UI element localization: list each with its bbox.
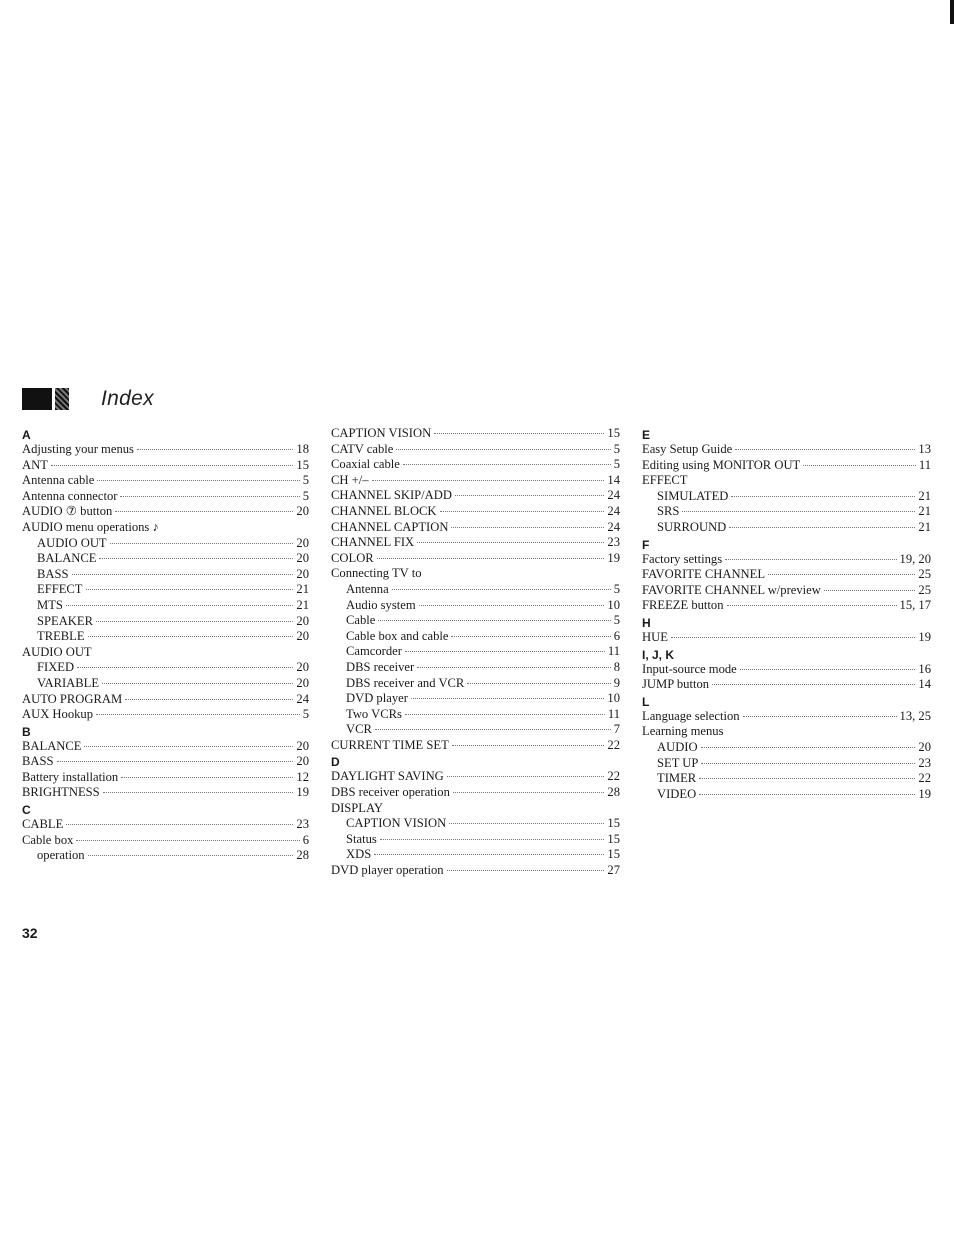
index-entry [22, 707, 309, 723]
dot-leader [729, 527, 915, 528]
index-entry [22, 614, 309, 630]
index-entry [22, 629, 309, 645]
section-heading: E [642, 428, 651, 442]
dot-leader [447, 870, 605, 871]
entry-page: 8 [613, 659, 620, 674]
dot-leader [88, 636, 294, 637]
entry-label: Coaxial cable [331, 457, 400, 472]
entry-label: CHANNEL FIX [331, 535, 415, 550]
entry-page: 19 [918, 786, 931, 801]
entry-page: 13, 25 [899, 708, 931, 723]
index-entry [642, 724, 931, 740]
dot-leader [88, 855, 294, 856]
entry-page: 19 [918, 629, 931, 644]
entry-label: DBS receiver and VCR [346, 675, 465, 690]
entry-page: 11 [607, 644, 620, 659]
dot-leader [99, 558, 293, 559]
dot-leader [66, 824, 293, 825]
index-entry [331, 582, 620, 598]
entry-label: XDS [346, 847, 372, 862]
index-entry [642, 567, 931, 583]
dot-leader [96, 714, 300, 715]
entry-label: CAPTION VISION [346, 816, 447, 831]
entry-label: COLOR [331, 550, 374, 565]
dot-leader [96, 621, 293, 622]
entry-label: CURRENT TIME SET [331, 737, 449, 752]
entry-label: FAVORITE CHANNEL [642, 567, 766, 582]
entry-label: Adjusting your menus [22, 442, 134, 456]
entry-label: Language selection [642, 708, 740, 723]
entry-page: 15 [296, 457, 309, 472]
entry-label: AUTO PROGRAM [22, 691, 123, 706]
section-heading: C [22, 803, 31, 818]
entry-page: 20 [296, 629, 309, 644]
dot-leader [682, 511, 915, 512]
dot-leader [699, 794, 915, 795]
dot-leader [84, 746, 293, 747]
dot-leader [411, 698, 605, 699]
entry-label: DBS receiver [346, 659, 415, 674]
entry-label: AUX Hookup [22, 707, 94, 722]
section-heading: D [331, 755, 340, 770]
entry-label: FIXED [37, 660, 75, 675]
entry-page: 7 [613, 722, 620, 737]
section-heading: B [22, 724, 31, 739]
entry-page: 5 [302, 707, 309, 722]
dot-leader [86, 589, 294, 590]
entry-label: DISPLAY [331, 800, 384, 815]
section-heading: H [642, 615, 651, 630]
entry-page: 23 [918, 755, 931, 770]
index-entry [331, 598, 620, 614]
index-entry [22, 645, 309, 661]
entry-label: HUE [642, 629, 668, 644]
dot-leader [374, 854, 604, 855]
index-entry [331, 488, 620, 504]
index-entry [642, 630, 931, 646]
dot-leader [121, 777, 293, 778]
dot-leader [701, 747, 916, 748]
index-entry [642, 598, 931, 614]
index-heading [22, 386, 154, 412]
dot-leader [452, 745, 605, 746]
index-entry [331, 863, 620, 879]
index-entry [642, 756, 931, 772]
index-entry [331, 676, 620, 692]
entry-label: Easy Setup Guide [642, 442, 733, 456]
entry-page: 5 [613, 457, 620, 472]
entry-page: 24 [607, 488, 620, 503]
entry-page: 15 [607, 831, 620, 846]
entry-label: JUMP button [642, 677, 710, 692]
dot-leader [378, 620, 610, 621]
dot-leader [824, 590, 916, 591]
dot-leader [403, 464, 611, 465]
dot-leader [440, 511, 605, 512]
index-entry [331, 535, 620, 551]
index-entry [331, 691, 620, 707]
index-entry [331, 613, 620, 629]
index-entry [22, 489, 309, 505]
entry-page: 28 [607, 785, 620, 800]
entry-page: 19 [296, 785, 309, 800]
entry-label: Antenna [346, 581, 389, 596]
entry-page: 5 [613, 441, 620, 456]
entry-label: CHANNEL BLOCK [331, 503, 437, 518]
entry-page: 21 [918, 488, 931, 503]
entry-page: 14 [607, 472, 620, 487]
entry-label: Camcorder [346, 644, 402, 659]
entry-page: 15, 17 [899, 598, 931, 613]
entry-label: Cable box and cable [346, 628, 449, 643]
page-title: Index [101, 387, 154, 410]
entry-label: DVD player operation [331, 863, 444, 878]
entry-label: AUDIO [657, 739, 698, 754]
index-entry [331, 442, 620, 458]
index-entry [22, 458, 309, 474]
index-entry [331, 644, 620, 660]
dot-leader [57, 761, 294, 762]
entry-label: BASS [37, 566, 69, 581]
index-entry [22, 848, 309, 864]
section-heading: I, J, K [642, 647, 675, 662]
dot-leader [434, 433, 604, 434]
index-entry [331, 629, 620, 645]
entry-page: 22 [607, 737, 620, 752]
entry-label: Cable [346, 613, 376, 628]
entry-label: VCR [346, 722, 372, 737]
edge-mark [950, 0, 954, 24]
index-entry [331, 473, 620, 489]
entry-page: 9 [613, 675, 620, 690]
entry-label: DAYLIGHT SAVING [331, 769, 444, 784]
entry-label: Factory settings [642, 551, 723, 566]
entry-label: BALANCE [22, 738, 82, 753]
index-entry [22, 770, 309, 786]
entry-page: 21 [296, 582, 309, 597]
entry-label: Battery installation [22, 769, 119, 784]
index-entry [22, 442, 309, 458]
heading-block-solid [22, 388, 52, 410]
dot-leader [377, 558, 605, 559]
entry-label: BASS [22, 754, 54, 769]
index-column-2 [331, 426, 620, 879]
index-entry [22, 660, 309, 676]
entry-label: AUDIO menu operations ♪ [22, 519, 159, 534]
index-entry [22, 785, 309, 801]
dot-leader [743, 716, 897, 717]
index-entry [331, 457, 620, 473]
entry-page: 25 [918, 582, 931, 597]
entry-page: 21 [296, 597, 309, 612]
entry-label: FAVORITE CHANNEL w/preview [642, 582, 821, 597]
dot-leader [405, 714, 605, 715]
entry-page: 15 [607, 816, 620, 831]
entry-label: SPEAKER [37, 613, 93, 628]
entry-page: 20 [918, 739, 931, 754]
index-entry [22, 692, 309, 708]
dot-leader [125, 699, 293, 700]
dot-leader [725, 559, 896, 560]
entry-label: SET UP [657, 755, 699, 770]
dot-leader [417, 667, 611, 668]
dot-leader [137, 449, 293, 450]
index-entry [642, 583, 931, 599]
entry-label: SIMULATED [657, 488, 729, 503]
entry-label: FREEZE button [642, 598, 724, 613]
index-entry [22, 536, 309, 552]
index-entry [331, 832, 620, 848]
dot-leader [701, 763, 915, 764]
entry-page: 5 [302, 488, 309, 503]
index-entry [22, 551, 309, 567]
dot-leader [103, 792, 294, 793]
entry-page: 11 [918, 457, 931, 472]
index-entry [22, 833, 309, 849]
entry-page: 13 [918, 442, 931, 456]
index-entry [642, 473, 931, 489]
entry-page: 15 [607, 847, 620, 862]
dot-leader [380, 839, 605, 840]
index-entry [642, 709, 931, 725]
index-entry [331, 785, 620, 801]
entry-label: Antenna connector [22, 488, 118, 503]
entry-label: Learning menus [642, 724, 724, 739]
heading-block-hatched [55, 388, 69, 410]
index-entry [22, 598, 309, 614]
entry-label: Antenna cable [22, 473, 95, 488]
index-entry [331, 566, 620, 582]
index-entry [22, 739, 309, 755]
entry-page: 24 [607, 503, 620, 518]
index-entry [642, 442, 931, 458]
index-entry [642, 677, 931, 693]
entry-label: SURROUND [657, 519, 727, 534]
index-column-1 [22, 426, 309, 864]
entry-page: 20 [296, 675, 309, 690]
entry-page: 16 [918, 661, 931, 676]
entry-label: Two VCRs [346, 706, 402, 721]
index-entry [331, 426, 620, 442]
dot-leader [451, 636, 610, 637]
entry-page: 24 [607, 519, 620, 534]
entry-page: 21 [918, 504, 931, 519]
entry-page: 20 [296, 566, 309, 581]
index-entry [642, 771, 931, 787]
entry-label: Input-source mode [642, 661, 737, 676]
index-entry [642, 740, 931, 756]
entry-label: Cable box [22, 832, 74, 847]
dot-leader [699, 778, 915, 779]
section-heading: L [642, 694, 650, 709]
index-entry [642, 662, 931, 678]
page-number: 32 [22, 925, 38, 941]
entry-page: 18 [296, 442, 309, 456]
dot-leader [102, 683, 293, 684]
index-entry [331, 722, 620, 738]
entry-label: TREBLE [37, 629, 85, 644]
dot-leader [76, 840, 299, 841]
entry-label: TIMER [657, 771, 697, 786]
index-entry [331, 816, 620, 832]
dot-leader [467, 683, 610, 684]
index-entry [22, 582, 309, 598]
entry-page: 27 [607, 863, 620, 878]
entry-page: 23 [296, 817, 309, 832]
index-entry [642, 504, 931, 520]
index-entry [331, 847, 620, 863]
entry-label: Editing using MONITOR OUT [642, 457, 801, 472]
dot-leader [731, 496, 915, 497]
entry-page: 6 [302, 832, 309, 847]
entry-page: 20 [296, 551, 309, 566]
index-column-3 [642, 426, 931, 802]
entry-label: ANT [22, 457, 48, 472]
dot-leader [72, 574, 294, 575]
dot-leader [727, 605, 897, 606]
entry-label: AUDIO ⑦ button [22, 504, 113, 519]
dot-leader [449, 823, 604, 824]
dot-leader [768, 574, 915, 575]
entry-page: 20 [296, 613, 309, 628]
entry-label: VARIABLE [37, 675, 100, 690]
index-entry [22, 473, 309, 489]
index-entry [642, 552, 931, 568]
entry-page: 15 [607, 426, 620, 440]
index-entry [22, 520, 309, 536]
entry-page: 20 [296, 738, 309, 753]
dot-leader [451, 527, 604, 528]
dot-leader [97, 480, 299, 481]
index-entry [331, 520, 620, 536]
index-entry [22, 567, 309, 583]
index-entry [22, 817, 309, 833]
index-entry [642, 489, 931, 505]
entry-label: BALANCE [37, 551, 97, 566]
entry-label: CATV cable [331, 441, 394, 456]
dot-leader [120, 496, 299, 497]
entry-page: 21 [918, 519, 931, 534]
index-entry [642, 787, 931, 803]
index-entry [22, 754, 309, 770]
entry-page: 20 [296, 754, 309, 769]
entry-label: Status [346, 831, 377, 846]
dot-leader [372, 480, 605, 481]
index-entry [331, 551, 620, 567]
index-entry [331, 769, 620, 785]
entry-label: Audio system [346, 597, 416, 612]
dot-leader [375, 729, 611, 730]
entry-page: 12 [296, 769, 309, 784]
dot-leader [455, 495, 604, 496]
dot-leader [740, 669, 916, 670]
entry-label: AUDIO OUT [37, 535, 107, 550]
entry-label: SRS [657, 504, 680, 519]
index-entry [22, 676, 309, 692]
dot-leader [392, 589, 611, 590]
dot-leader [453, 792, 605, 793]
dot-leader [671, 637, 916, 638]
index-entry [331, 504, 620, 520]
dot-leader [417, 542, 604, 543]
dot-leader [405, 651, 605, 652]
entry-label: BRIGHTNESS [22, 785, 100, 800]
dot-leader [712, 684, 915, 685]
entry-page: 20 [296, 660, 309, 675]
entry-page: 24 [296, 691, 309, 706]
entry-label: VIDEO [657, 786, 697, 801]
dot-leader [110, 543, 294, 544]
entry-page: 23 [607, 535, 620, 550]
entry-label: Connecting TV to [331, 566, 422, 581]
entry-page: 20 [296, 504, 309, 519]
entry-page: 6 [613, 628, 620, 643]
entry-page: 14 [918, 677, 931, 692]
entry-label: DVD player [346, 691, 408, 706]
index-entry [331, 738, 620, 754]
entry-label: AUDIO OUT [22, 644, 92, 659]
dot-leader [51, 465, 294, 466]
dot-leader [66, 605, 294, 606]
entry-label: EFFECT [37, 582, 83, 597]
entry-page: 19, 20 [899, 551, 931, 566]
entry-page: 22 [918, 771, 931, 786]
entry-page: 11 [607, 706, 620, 721]
entry-page: 5 [302, 473, 309, 488]
entry-page: 22 [607, 769, 620, 784]
dot-leader [447, 776, 605, 777]
dot-leader [115, 511, 293, 512]
entry-page: 19 [607, 550, 620, 565]
entry-page: 5 [613, 581, 620, 596]
section-heading: A [22, 428, 31, 442]
entry-page: 25 [918, 567, 931, 582]
dot-leader [419, 605, 605, 606]
entry-label: CHANNEL SKIP/ADD [331, 488, 452, 503]
entry-label: CH +/– [331, 472, 369, 487]
entry-page: 20 [296, 535, 309, 550]
index-entry [331, 801, 620, 817]
entry-page: 10 [607, 597, 620, 612]
index-entry [642, 520, 931, 536]
dot-leader [735, 449, 915, 450]
entry-label: CAPTION VISION [331, 426, 432, 440]
entry-page: 10 [607, 691, 620, 706]
entry-page: 28 [296, 848, 309, 863]
entry-label: MTS [37, 597, 63, 612]
dot-leader [396, 449, 610, 450]
index-entry [331, 660, 620, 676]
entry-label: DBS receiver operation [331, 785, 450, 800]
dot-leader [77, 667, 293, 668]
index-entry [331, 707, 620, 723]
entry-label: EFFECT [642, 473, 688, 488]
section-heading: F [642, 537, 650, 552]
index-entry [642, 458, 931, 474]
index-entry [22, 504, 309, 520]
entry-label: operation [37, 848, 85, 863]
entry-label: CHANNEL CAPTION [331, 519, 449, 534]
entry-label: CABLE [22, 817, 64, 832]
dot-leader [803, 465, 916, 466]
entry-page: 5 [613, 613, 620, 628]
